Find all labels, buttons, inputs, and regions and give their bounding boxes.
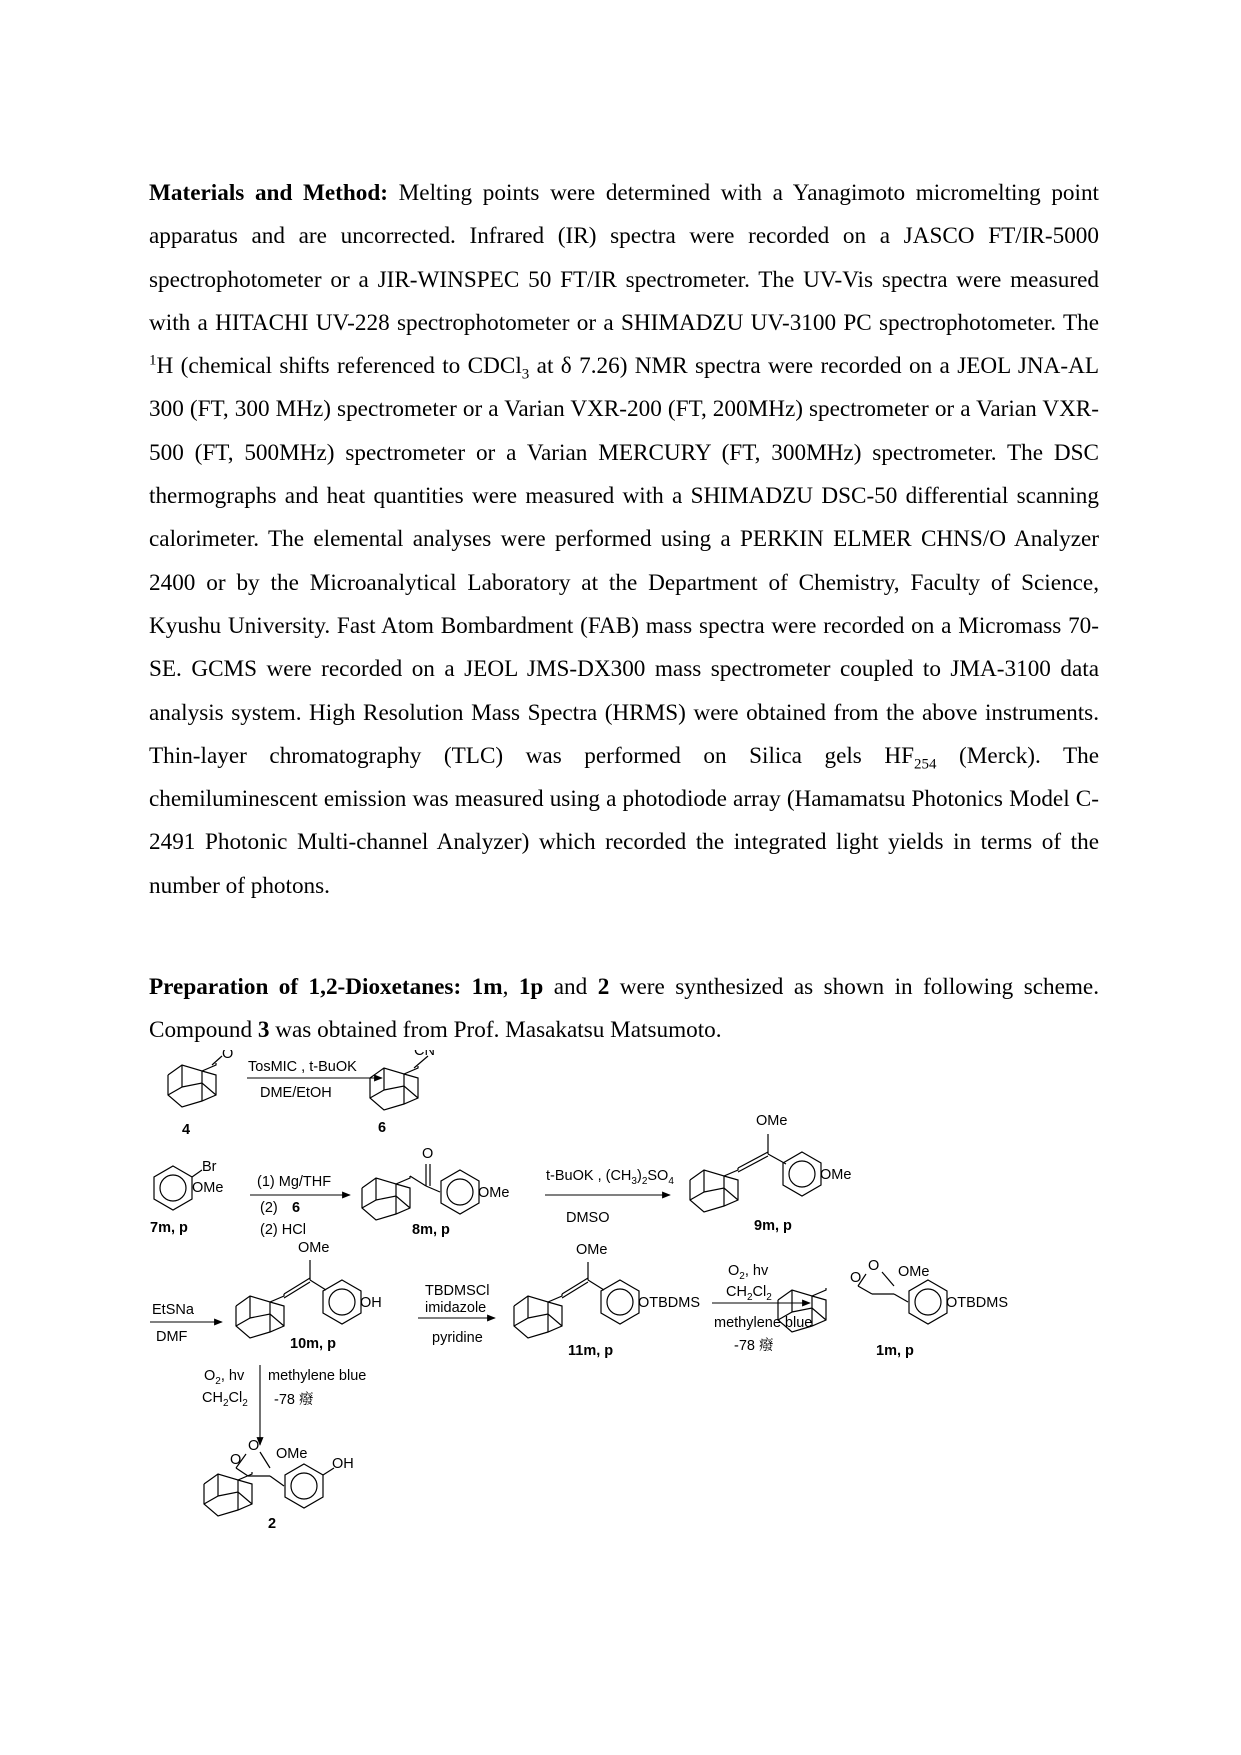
reagent-o2-sub-v: 2 <box>215 1376 221 1387</box>
materials-methods-paragraph <box>149 172 1099 908</box>
reagent-o2: O <box>728 1263 740 1279</box>
scheme-svg <box>150 1050 1100 1550</box>
reagent-imidazole: imidazole <box>425 1300 487 1316</box>
reagent-dme-etoh: DME/EtOH <box>260 1085 332 1101</box>
arrow-9-to-10 <box>150 1302 222 1345</box>
prep-comma: , <box>502 974 519 1000</box>
otbdms-label-11: OTBDMS <box>638 1295 701 1311</box>
compound-10-structure <box>236 1240 382 1352</box>
reagent-methylene-blue: methylene blue <box>714 1315 813 1331</box>
h-superscript: 1 <box>149 352 157 369</box>
svg-text:CH2Cl2 <box>726 1284 772 1303</box>
methods-heading: Materials and Method: <box>149 180 389 206</box>
reagent-dmso: DMSO <box>566 1210 610 1226</box>
methods-text-4: (Merck). The chemiluminescent emission was measured using a photodiode array (Hamamatsu Photonics Model C-2491 Photonic Multi-channel Analyzer) which recorded the integrated light yields in terms of the number of photons. <box>149 742 1099 899</box>
peroxide-o1-label: O <box>850 1270 862 1286</box>
reagent-sub-3: 3 <box>631 1176 637 1187</box>
compound-2: 2 <box>597 974 610 1000</box>
reagent-mg-thf: (1) Mg/THF <box>257 1174 332 1190</box>
reagent-hv-v: , hv <box>220 1368 245 1384</box>
reagent-tbdmscl: TBDMSCl <box>425 1283 490 1299</box>
peroxide-o1-label-2: O <box>230 1452 242 1468</box>
ome-label-8: OMe <box>478 1185 510 1201</box>
svg-text:t-BuOK , (CH3)2SO4 <box>546 1168 674 1187</box>
compound-8-structure <box>362 1146 509 1238</box>
reagent-hcl: (2) HCl <box>260 1222 306 1238</box>
label-6: 6 <box>378 1120 387 1136</box>
reagent-ch-sub: 2 <box>746 1292 753 1303</box>
reagent-cl-sub: 2 <box>766 1292 772 1303</box>
ome-label-7: OMe <box>192 1180 224 1196</box>
br-label: Br <box>202 1159 217 1175</box>
prep-and: and <box>543 974 598 1000</box>
oh-label-10: OH <box>360 1295 382 1311</box>
cdcl3-subscript: 3 <box>521 366 530 383</box>
methods-text-1: Melting points were determined with a Yanagimoto micromelting point apparatus and are uncorrected. Infrared (IR) spectra were recorded on a JASCO FT/IR-5000 spectrophotometer or a JIR-WINSPEC 50 FT/IR spectrometer. The UV-Vis spectra were measured with a HITACHI UV-228 spectrophotometer or a SHIMADZU UV-3100 PC spectrophotometer. The <box>149 180 1099 336</box>
reagent-dmf: DMF <box>156 1329 188 1345</box>
reagent-methylene-blue-v: methylene blue <box>268 1368 367 1384</box>
oh-label-2: OH <box>332 1456 354 1472</box>
ome-label-1: OMe <box>898 1264 930 1280</box>
reagent-paren: ) <box>636 1168 642 1184</box>
label-10: 10m, p <box>290 1336 336 1352</box>
cn-label: CN <box>414 1050 435 1059</box>
carbonyl-o-label: O <box>422 1146 434 1162</box>
compound-7-structure <box>150 1159 223 1236</box>
reagent-temperature-v: -78 癈 <box>274 1392 314 1408</box>
reagent-sub-2: 2 <box>641 1176 648 1187</box>
reagent-so: SO <box>647 1168 669 1184</box>
label-8: 8m, p <box>412 1222 450 1238</box>
reagent-6: 6 <box>292 1200 301 1216</box>
ome-label-2: OMe <box>276 1446 308 1462</box>
prep-heading: Preparation of 1,2-Dioxetanes: <box>149 974 462 1000</box>
arrow-4-to-6 <box>247 1059 382 1101</box>
label-4: 4 <box>182 1122 191 1138</box>
reagent-cl-sub-v: 2 <box>242 1398 248 1409</box>
reagent-sub-4: 4 <box>668 1176 674 1187</box>
reagent-etsna: EtSNa <box>152 1302 194 1318</box>
compound-1m: 1m <box>471 974 503 1000</box>
reagent-tosmic: TosMIC , t-BuOK <box>248 1059 357 1075</box>
reagent-ch-v: CH <box>202 1390 223 1406</box>
reagent-tbuok: t-BuOK , (CH <box>546 1168 632 1184</box>
reagent-cl: Cl <box>752 1284 767 1300</box>
synthesis-scheme <box>150 1050 1100 1550</box>
arrow-10-to-2 <box>202 1365 366 1445</box>
preparation-paragraph <box>149 966 1099 1053</box>
compound-1-structure <box>778 1258 1008 1359</box>
methods-text-2: H (chemical shifts referenced to CDCl <box>156 353 522 380</box>
arrow-8-to-9 <box>545 1168 674 1226</box>
compound-1p: 1p <box>518 974 544 1000</box>
svg-text:O2, hv <box>204 1368 245 1387</box>
ome-label-9a: OMe <box>756 1113 788 1129</box>
compound-2-structure <box>204 1438 354 1532</box>
compound-9-structure <box>690 1113 851 1234</box>
label-7: 7m, p <box>150 1220 188 1236</box>
ome-label-9b: OMe <box>820 1167 852 1183</box>
svg-text:O2, hv <box>728 1263 769 1282</box>
svg-text:CH2Cl2 <box>202 1390 248 1409</box>
prep-text-1: were synthesized as shown in following scheme. Compound <box>149 974 1100 1044</box>
reagent-hv: , hv <box>744 1263 769 1279</box>
hf254-subscript: 254 <box>914 756 937 773</box>
ome-label-11: OMe <box>576 1242 608 1258</box>
otbdms-label-1: OTBDMS <box>946 1295 1009 1311</box>
peroxide-o2-label: O <box>868 1258 880 1274</box>
label-9: 9m, p <box>754 1218 792 1234</box>
reagent-pyridine: pyridine <box>432 1330 483 1346</box>
ome-label-10: OMe <box>298 1240 330 1256</box>
label-11: 11m, p <box>568 1343 614 1359</box>
arrow-10-to-11 <box>418 1283 495 1346</box>
reagent-o2-v: O <box>204 1368 216 1384</box>
prep-text-2: was obtained from Prof. Masakatsu Matsumoto. <box>269 1017 722 1044</box>
label-1: 1m, p <box>876 1343 914 1359</box>
reagent-cl-v: Cl <box>228 1390 243 1406</box>
compound-3: 3 <box>257 1017 270 1044</box>
ketone-o-label: O <box>222 1050 234 1062</box>
compound-4-structure <box>168 1050 233 1138</box>
label-2: 2 <box>268 1516 277 1532</box>
reagent-o2-sub: 2 <box>739 1271 745 1282</box>
reagent-ch: CH <box>726 1284 747 1300</box>
peroxide-o2-label-2: O <box>248 1438 260 1454</box>
arrow-7-to-8 <box>250 1174 350 1238</box>
methods-text-3: at δ 7.26) NMR spectra were recorded on a JEOL JNA-AL 300 (FT, 300 MHz) spectrometer or a Varian VXR-200 (FT, 200MHz) spectrometer or a Varian VXR-500 (FT, 500MHz) spectrometer or a Varian MERCURY (FT, 300MHz) spectrometer. The DSC thermographs and heat quantities were measured with a SHIMADZU DSC-50 differential scanning calorimeter. The elemental analyses were performed using a PERKIN ELMER CHNS/O Analyzer 2400 or by the Microanalytical Laboratory at the Department of Chemistry, Faculty of Science, Kyushu University. Fast Atom Bombardment (FAB) mass spectra were recorded on a Micromass 70-SE. GCMS were recorded on a JEOL JMS-DX300 mass spectrometer coupled to JMA-3100 data analysis system. High Resolution Mass Spectra (HRMS) were obtained from the above instruments. Thin-layer chromatography (TLC) was performed on Silica gels HF <box>149 353 1099 769</box>
compound-6-structure <box>370 1050 435 1136</box>
compound-11-structure <box>514 1242 700 1359</box>
arrow-11-to-1 <box>712 1263 812 1354</box>
reagent-ch-sub-v: 2 <box>222 1398 229 1409</box>
reagent-temperature: -78 癈 <box>734 1338 774 1354</box>
reagent-step-2-num: (2) <box>260 1200 278 1216</box>
